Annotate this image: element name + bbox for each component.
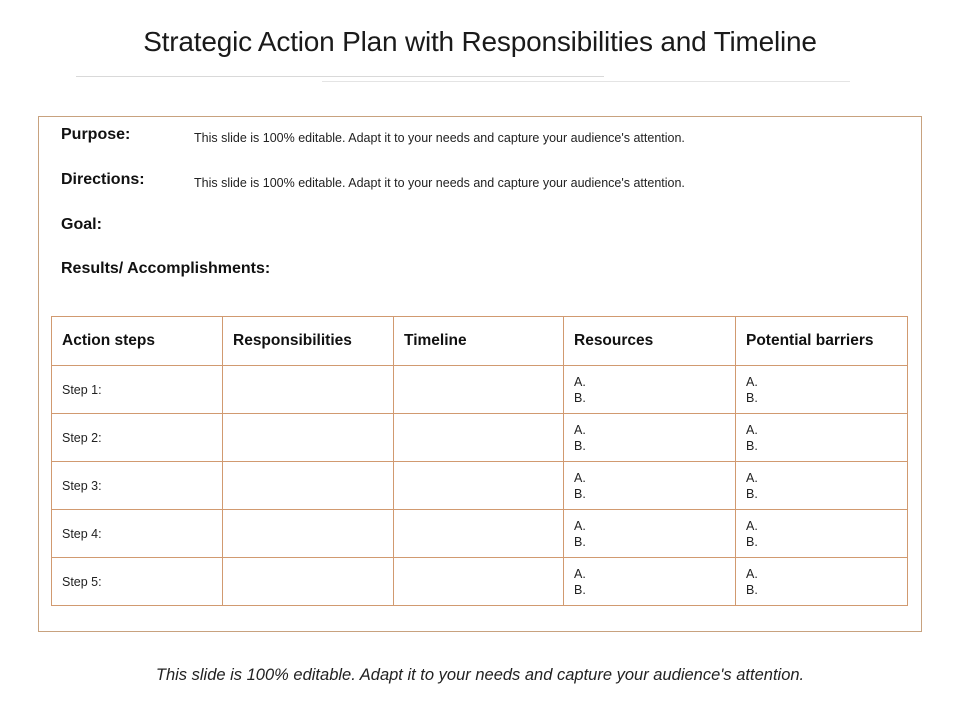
action-plan-table: [51, 316, 908, 606]
barrier-a: A.: [746, 566, 758, 581]
header-potential-barriers: Potential barriers: [736, 317, 908, 366]
step-cell: Step 2:: [52, 414, 223, 462]
timeline-cell: [394, 510, 564, 558]
responsibilities-cell: [223, 414, 394, 462]
header-responsibilities: Responsibilities: [223, 317, 394, 366]
resources-cell: [564, 462, 736, 510]
timeline-cell: [394, 366, 564, 414]
barrier-b: B.: [746, 582, 758, 597]
timeline-cell: [394, 558, 564, 606]
resource-a: A.: [574, 470, 586, 485]
resource-a: A.: [574, 374, 586, 389]
resource-b: B.: [574, 390, 586, 405]
barrier-b: B.: [746, 438, 758, 453]
timeline-cell: [394, 462, 564, 510]
resources-cell: [564, 510, 736, 558]
barrier-a: A.: [746, 422, 758, 437]
responsibilities-cell: [223, 510, 394, 558]
step-cell: Step 1:: [52, 366, 223, 414]
step-cell: Step 4:: [52, 510, 223, 558]
responsibilities-cell: [223, 366, 394, 414]
resource-a: A.: [574, 518, 586, 533]
purpose-text: This slide is 100% editable. Adapt it to your needs and capture your audience's attention.: [194, 131, 685, 145]
directions-text: This slide is 100% editable. Adapt it to your needs and capture your audience's attention.: [194, 176, 685, 190]
barrier-b: B.: [746, 486, 758, 501]
resource-a: A.: [574, 422, 586, 437]
timeline-cell: [394, 414, 564, 462]
table-row: [52, 414, 908, 462]
barrier-a: A.: [746, 470, 758, 485]
table-row: [52, 510, 908, 558]
barrier-a: A.: [746, 374, 758, 389]
barriers-cell: [736, 414, 908, 462]
table-row: [52, 462, 908, 510]
resource-b: B.: [574, 582, 586, 597]
slide-title: Strategic Action Plan with Responsibilities and Timeline: [143, 26, 817, 57]
barrier-b: B.: [746, 534, 758, 549]
table-row: [52, 366, 908, 414]
resource-b: B.: [574, 534, 586, 549]
barriers-cell: [736, 558, 908, 606]
footer-note: This slide is 100% editable. Adapt it to your needs and capture your audience's attention.: [155, 666, 805, 684]
title-divider-secondary: [322, 81, 850, 82]
barriers-cell: [736, 366, 908, 414]
goal-label: Goal:: [61, 216, 102, 233]
barriers-cell: [736, 510, 908, 558]
resources-cell: [564, 558, 736, 606]
barrier-a: A.: [746, 518, 758, 533]
responsibilities-cell: [223, 462, 394, 510]
barrier-b: B.: [746, 390, 758, 405]
table-row: [52, 558, 908, 606]
title-divider: [76, 76, 604, 77]
resource-a: A.: [574, 566, 586, 581]
resources-cell: [564, 366, 736, 414]
header-timeline: Timeline: [394, 317, 564, 366]
purpose-label: Purpose:: [61, 126, 131, 143]
resource-b: B.: [574, 438, 586, 453]
results-label: Results/ Accomplishments:: [61, 260, 271, 277]
header-resources: Resources: [564, 317, 736, 366]
step-cell: Step 3:: [52, 462, 223, 510]
directions-label: Directions:: [61, 171, 145, 188]
step-cell: Step 5:: [52, 558, 223, 606]
resources-cell: [564, 414, 736, 462]
header-action-steps: Action steps: [52, 317, 223, 366]
table-header-row: [52, 317, 908, 366]
responsibilities-cell: [223, 558, 394, 606]
barriers-cell: [736, 462, 908, 510]
resource-b: B.: [574, 486, 586, 501]
